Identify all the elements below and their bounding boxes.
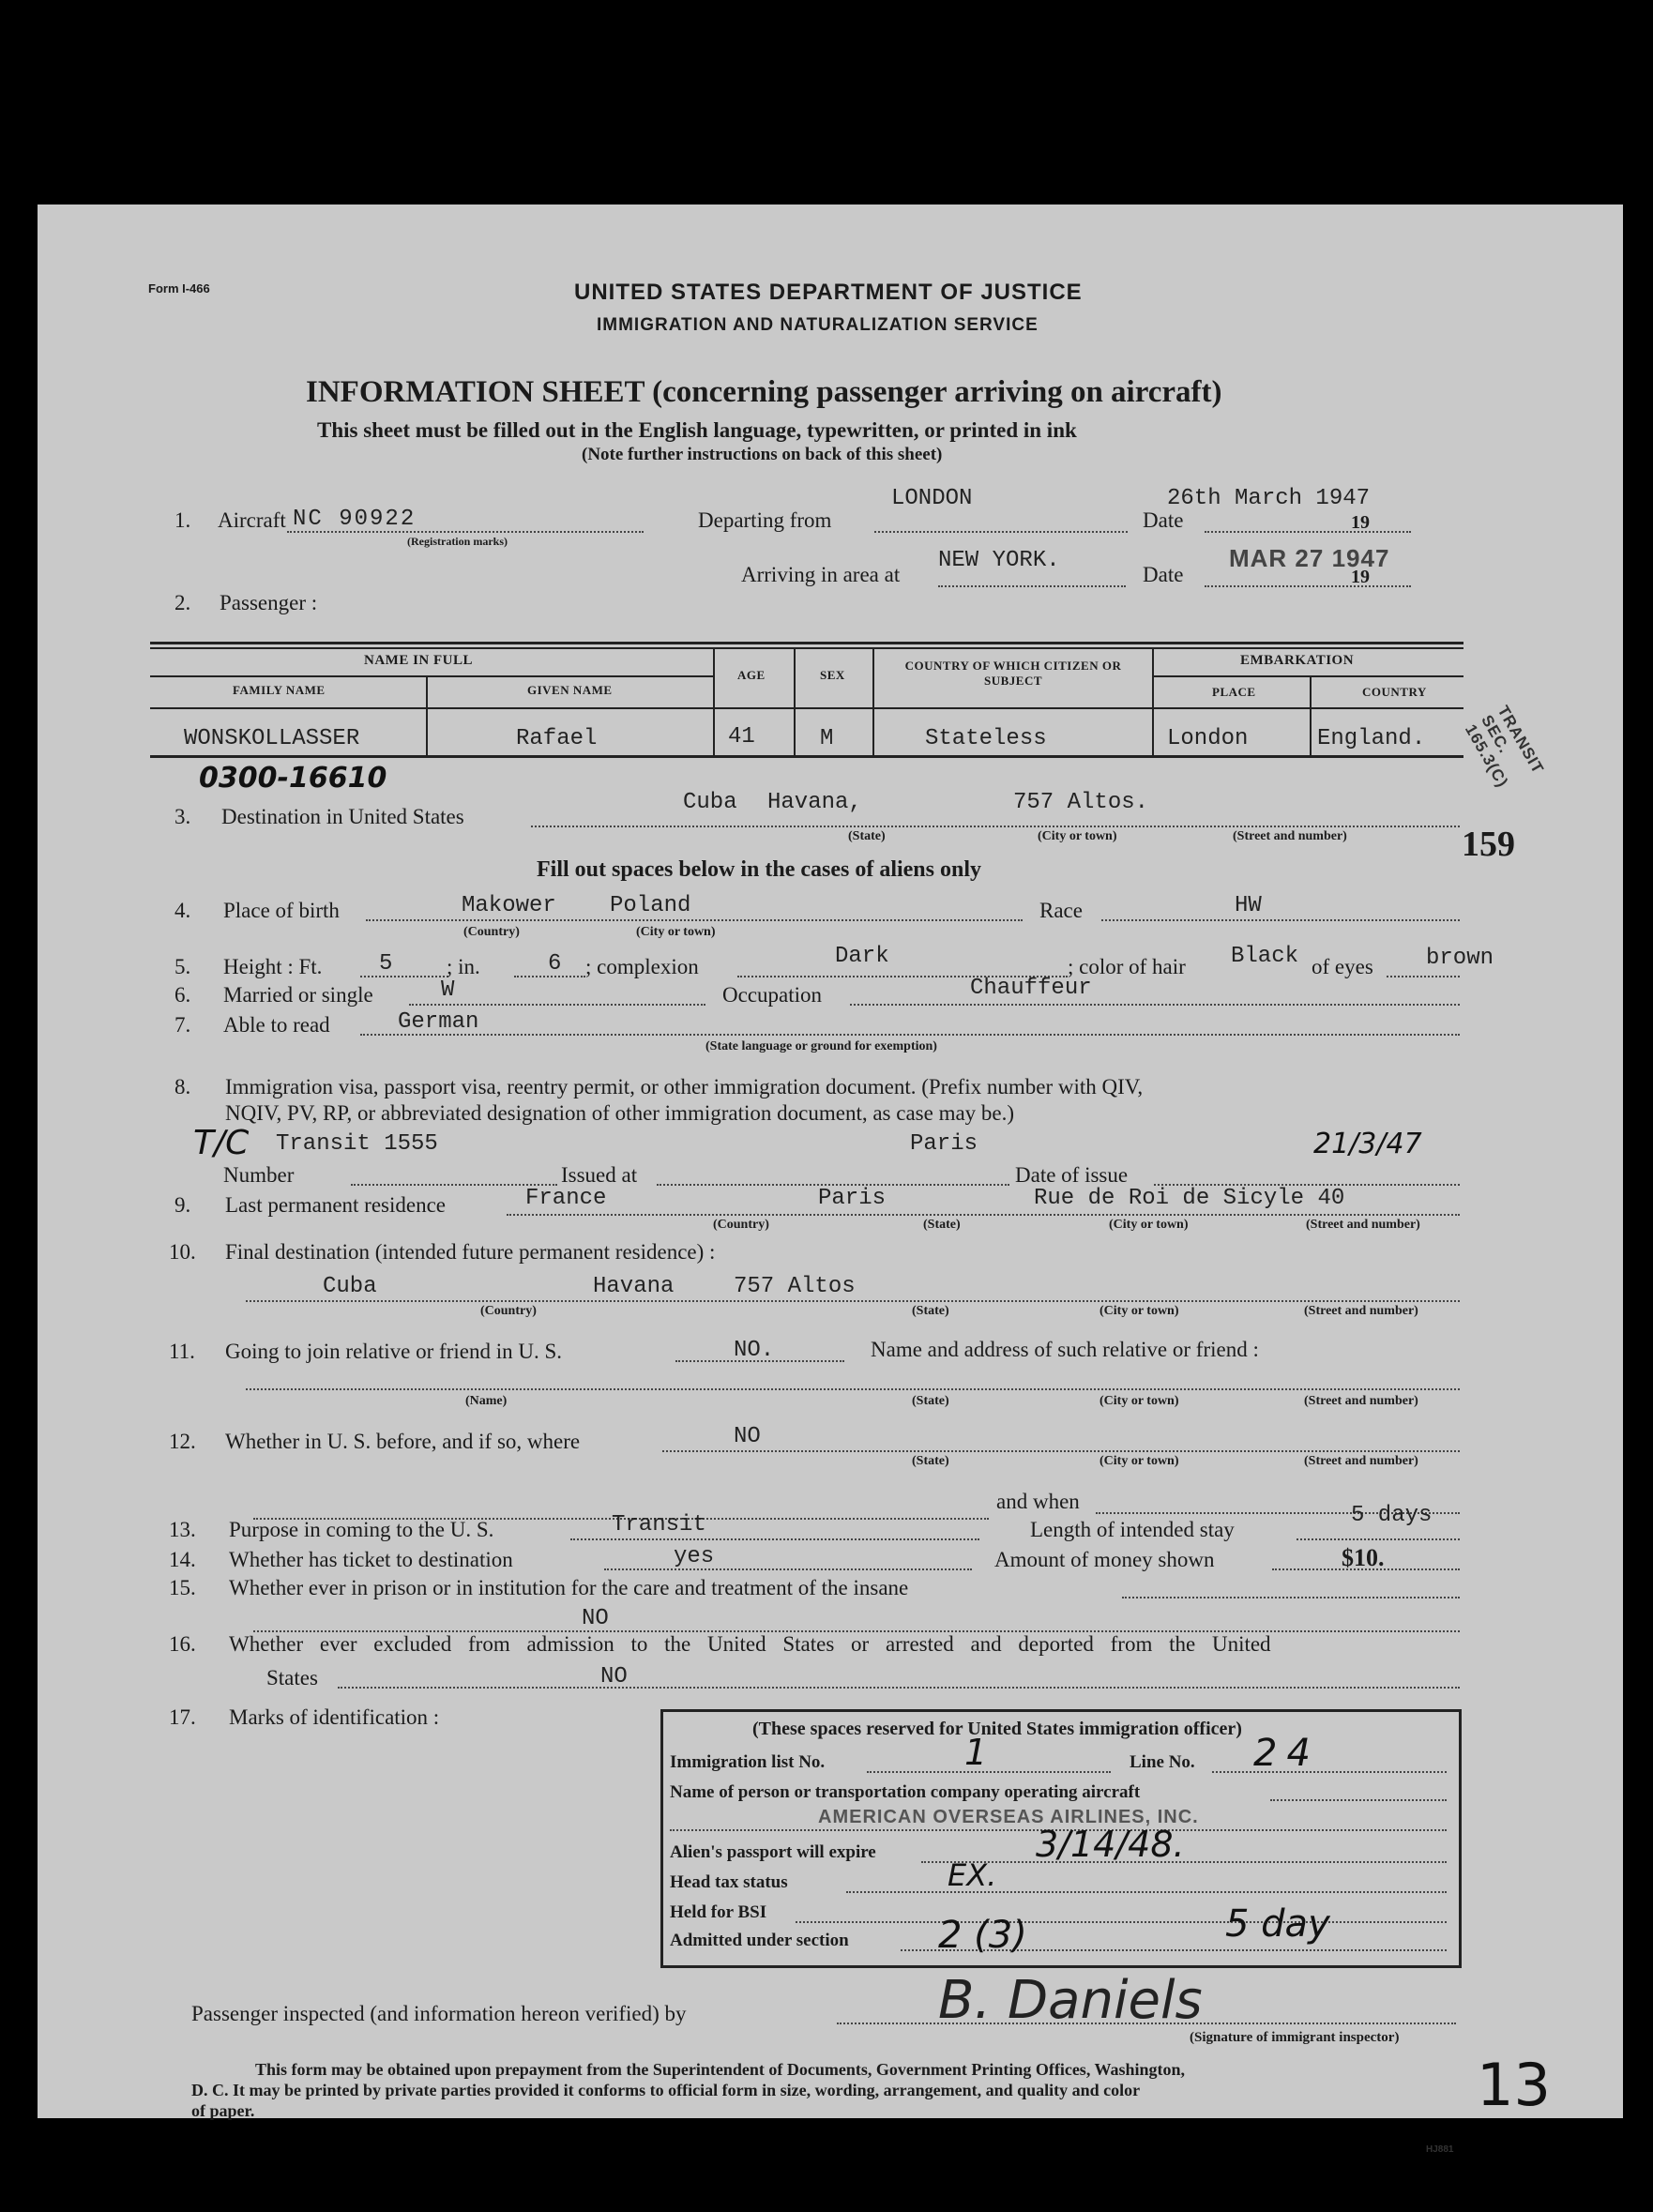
signature-caption: (Signature of immigrant inspector) bbox=[1190, 2030, 1400, 2045]
item-6-number: 6. bbox=[174, 983, 191, 1007]
birthplace-city: Poland bbox=[610, 893, 691, 918]
document-number-label: Number bbox=[223, 1163, 295, 1187]
race-value: HW bbox=[1235, 893, 1262, 918]
item-11-number: 11. bbox=[169, 1340, 195, 1363]
last-residence-state: Paris bbox=[818, 1186, 887, 1211]
head-tax-label: Head tax status bbox=[670, 1872, 788, 1892]
arrival-date-year-suffix: 19 bbox=[1351, 567, 1370, 587]
date-label: Date bbox=[1143, 508, 1184, 532]
birthplace-label: Place of birth bbox=[223, 899, 340, 922]
arriving-label: Arriving in area at bbox=[741, 563, 901, 586]
caption-visit-street: (Street and number) bbox=[1304, 1454, 1418, 1468]
caption-visit-city: (City or town) bbox=[1099, 1454, 1179, 1468]
held-for-bsi-label: Held for BSI bbox=[670, 1902, 767, 1922]
caption-final-country: (Country) bbox=[480, 1304, 537, 1318]
length-of-stay-label: Length of intended stay bbox=[1030, 1518, 1235, 1541]
footer-code: HJ881 bbox=[1426, 2144, 1454, 2155]
document-issue-date-value: 21/3/47 bbox=[1313, 1128, 1422, 1160]
header-given-name: GIVEN NAME bbox=[527, 683, 613, 697]
purpose-label: Purpose in coming to the U. S. bbox=[229, 1518, 494, 1541]
final-destination-label: Final destination (intended future permanent residence) : bbox=[225, 1240, 716, 1264]
race-label: Race bbox=[1039, 899, 1083, 922]
document-text-line2: NQIV, PV, RP, or abbreviated designation of other immigration document, as case may be.) bbox=[225, 1101, 1015, 1125]
excluded-label-line1: Whether ever excluded from admission to the United States or arrested and deported from the United bbox=[229, 1632, 1271, 1656]
item-13-number: 13. bbox=[169, 1518, 196, 1541]
header-emb-country: COUNTRY bbox=[1362, 685, 1427, 699]
page-title: INFORMATION SHEET (concerning passenger arriving on aircraft) bbox=[306, 375, 1222, 409]
item-9-number: 9. bbox=[174, 1193, 191, 1217]
aircraft-value: NC 90922 bbox=[293, 507, 417, 532]
caption-city: (City or town) bbox=[1038, 829, 1117, 843]
join-relative-value: NO. bbox=[734, 1338, 775, 1363]
height-inches-label: ; in. bbox=[447, 955, 480, 978]
excluded-label-line2: States bbox=[266, 1666, 318, 1689]
departing-label: Departing from bbox=[698, 508, 832, 532]
caption-relative-street: (Street and number) bbox=[1304, 1394, 1418, 1408]
occupation-label: Occupation bbox=[722, 983, 823, 1007]
page-subtitle: This sheet must be filled out in the English language, typewritten, or printed in ink bbox=[317, 418, 1077, 442]
aircraft-label: Aircraft bbox=[218, 508, 286, 532]
department-title: UNITED STATES DEPARTMENT OF JUSTICE bbox=[574, 280, 1083, 305]
caption-final-city: (City or town) bbox=[1099, 1304, 1179, 1318]
arrival-date-label: Date bbox=[1143, 563, 1184, 586]
passenger-given-name: Rafael bbox=[516, 726, 598, 751]
destination-state: Cuba bbox=[683, 790, 737, 815]
header-place: PLACE bbox=[1212, 685, 1256, 699]
header-family-name: FAMILY NAME bbox=[233, 683, 326, 697]
document-issued-at-value: Paris bbox=[910, 1131, 978, 1157]
final-destination-country: Cuba bbox=[323, 1274, 377, 1299]
destination-label: Destination in United States bbox=[221, 805, 464, 828]
hair-color-value: Black bbox=[1231, 944, 1299, 969]
birthplace-country: Makower bbox=[462, 893, 556, 918]
embarkation-place: London bbox=[1167, 726, 1249, 751]
inspection-label: Passenger inspected (and information hereon verified) by bbox=[191, 2002, 687, 2025]
departure-date-value: 26th March 1947 bbox=[1167, 486, 1371, 511]
header-age: AGE bbox=[737, 668, 766, 682]
service-title: IMMIGRATION AND NATURALIZATION SERVICE bbox=[597, 315, 1039, 335]
passport-expiry-label: Alien's passport will expire bbox=[670, 1842, 876, 1862]
passenger-family-name: WONSKOLLASSER bbox=[184, 726, 360, 751]
passenger-citizenship: Stateless bbox=[925, 726, 1047, 751]
handwritten-file-number: 0300-16610 bbox=[199, 762, 387, 795]
document-text-line1: Immigration visa, passport visa, reentry permit, or other immigration document. (Prefix number with QIV, bbox=[225, 1075, 1144, 1098]
departing-value: LONDON bbox=[891, 486, 973, 511]
height-feet-value: 5 bbox=[379, 951, 393, 977]
occupation-value: Chauffeur bbox=[970, 976, 1092, 1001]
marital-status-label: Married or single bbox=[223, 983, 373, 1007]
page-mark: 13 bbox=[1477, 2051, 1551, 2119]
operator-stamp-value: AMERICAN OVERSEAS AIRLINES, INC. bbox=[818, 1807, 1199, 1827]
arriving-value: NEW YORK. bbox=[938, 548, 1060, 573]
complexion-value: Dark bbox=[835, 944, 889, 969]
prison-label: Whether ever in prison or in institution for the care and treatment of the insane bbox=[229, 1576, 909, 1599]
form-number: Form I-466 bbox=[148, 281, 210, 295]
document-issued-label: Issued at bbox=[561, 1163, 638, 1187]
item-4-number: 4. bbox=[174, 899, 191, 922]
item-2-number: 2. bbox=[174, 591, 191, 614]
marital-status-value: W bbox=[441, 977, 455, 1003]
caption-residence-state: (State) bbox=[923, 1218, 961, 1232]
item-8-number: 8. bbox=[174, 1075, 191, 1098]
money-value: $10. bbox=[1342, 1544, 1385, 1571]
item-15-number: 15. bbox=[169, 1576, 196, 1599]
admitted-section-value: 2 (3) bbox=[938, 1914, 1027, 1957]
passenger-label: Passenger : bbox=[220, 591, 318, 614]
caption-state: (State) bbox=[848, 829, 886, 843]
excluded-value: NO bbox=[600, 1664, 628, 1689]
officer-box-heading: (These spaces reserved for United States immigration officer) bbox=[752, 1719, 1242, 1739]
caption-final-state: (State) bbox=[912, 1304, 949, 1318]
embarkation-country: England. bbox=[1317, 726, 1426, 751]
caption-birth-country: (Country) bbox=[463, 925, 520, 939]
item-3-number: 3. bbox=[174, 805, 191, 828]
caption-birth-city: (City or town) bbox=[636, 925, 716, 939]
destination-street: 757 Altos. bbox=[1013, 790, 1149, 815]
final-destination-street: 757 Altos bbox=[734, 1274, 856, 1299]
destination-city: Havana, bbox=[767, 790, 862, 815]
prison-value: NO bbox=[582, 1606, 609, 1631]
ticket-label: Whether has ticket to destination bbox=[229, 1548, 513, 1571]
date-year-suffix: 19 bbox=[1351, 512, 1370, 533]
purpose-value: Transit bbox=[612, 1512, 706, 1538]
read-label: Able to read bbox=[223, 1013, 330, 1037]
handwritten-tc: T/C bbox=[193, 1124, 250, 1162]
item-5-number: 5. bbox=[174, 955, 191, 978]
when-label: and when bbox=[996, 1490, 1080, 1513]
caption-relative-city: (City or town) bbox=[1099, 1394, 1179, 1408]
money-label: Amount of money shown bbox=[994, 1548, 1215, 1571]
relative-name-label: Name and address of such relative or friend : bbox=[871, 1338, 1259, 1361]
table-top-rule bbox=[150, 642, 1463, 644]
line-number-label: Line No. bbox=[1130, 1752, 1195, 1772]
item-17-number: 17. bbox=[169, 1705, 196, 1729]
line-number-value: 24 bbox=[1253, 1732, 1320, 1775]
head-tax-value: EX. bbox=[948, 1857, 997, 1893]
transit-stamp: TRANSIT SEC. 165.3(C) bbox=[1461, 703, 1548, 791]
admitted-section-label: Admitted under section bbox=[670, 1931, 849, 1950]
aliens-only-heading: Fill out spaces below in the cases of aliens only bbox=[537, 857, 982, 882]
ticket-value: yes bbox=[674, 1544, 715, 1569]
registration-caption: (Registration marks) bbox=[407, 535, 508, 548]
item-7-number: 7. bbox=[174, 1013, 191, 1037]
hair-color-label: ; color of hair bbox=[1068, 955, 1186, 978]
item-1-number: 1. bbox=[174, 508, 191, 532]
last-residence-country: France bbox=[525, 1186, 607, 1211]
immigration-list-label: Immigration list No. bbox=[670, 1752, 826, 1772]
complexion-label: ; complexion bbox=[585, 955, 699, 978]
operator-label: Name of person or transportation company operating aircraft bbox=[670, 1782, 1141, 1802]
caption-relative-name: (Name) bbox=[465, 1394, 508, 1408]
previous-visit-label: Whether in U. S. before, and if so, where bbox=[225, 1430, 581, 1453]
eye-color-value: brown bbox=[1426, 946, 1494, 971]
header-name-in-full: NAME IN FULL bbox=[364, 653, 474, 668]
passenger-age: 41 bbox=[728, 724, 755, 750]
footer-line2: D. C. It may be printed by private parties provided it conforms to official form in size, wording, arrangement, and quality and color bbox=[191, 2081, 1141, 2099]
document-number-value: Transit 1555 bbox=[276, 1131, 438, 1157]
previous-visit-value: NO bbox=[734, 1424, 761, 1449]
item-14-number: 14. bbox=[169, 1548, 196, 1571]
passport-expiry-value: 3/14/48. bbox=[1036, 1824, 1185, 1865]
join-relative-label: Going to join relative or friend in U. S. bbox=[225, 1340, 562, 1363]
caption-visit-state: (State) bbox=[912, 1454, 949, 1468]
instructions-note: (Note further instructions on back of this sheet) bbox=[582, 445, 943, 464]
arrival-date-stamp: MAR 27 1947 bbox=[1229, 544, 1390, 572]
caption-relative-state: (State) bbox=[912, 1394, 949, 1408]
footer-line3: of paper. bbox=[191, 2101, 255, 2120]
caption-street: (Street and number) bbox=[1233, 829, 1347, 843]
item-10-number: 10. bbox=[169, 1240, 196, 1264]
caption-final-street: (Street and number) bbox=[1304, 1304, 1418, 1318]
header-sex: SEX bbox=[820, 668, 845, 682]
admitted-days-note: 5 day bbox=[1225, 1902, 1330, 1946]
caption-residence-country: (Country) bbox=[713, 1218, 769, 1232]
header-embarkation: EMBARKATION bbox=[1240, 653, 1355, 668]
read-caption: (State language or ground for exemption) bbox=[705, 1039, 937, 1053]
identification-marks-label: Marks of identification : bbox=[229, 1705, 440, 1729]
item-12-number: 12. bbox=[169, 1430, 196, 1453]
eye-color-label: of eyes bbox=[1312, 955, 1373, 978]
immigration-list-value: 1 bbox=[964, 1732, 988, 1773]
caption-residence-street: (Street and number) bbox=[1306, 1218, 1420, 1232]
side-number: 159 bbox=[1462, 825, 1515, 864]
caption-residence-city: (City or town) bbox=[1109, 1218, 1189, 1232]
length-of-stay-value: 5 days bbox=[1351, 1503, 1433, 1528]
last-residence-street: Rue de Roi de Sicyle 40 bbox=[1034, 1186, 1345, 1211]
inspector-signature: B. Daniels bbox=[938, 1970, 1203, 2031]
footer-line1: This form may be obtained upon prepayment from the Superintendent of Documents, Government Printing Offices, Washington, bbox=[255, 2060, 1186, 2079]
height-feet-label: Height : Ft. bbox=[223, 955, 323, 978]
read-language-value: German bbox=[398, 1009, 479, 1035]
header-citizenship-country: COUNTRY OF WHICH CITIZEN OR SUBJECT bbox=[904, 659, 1122, 688]
item-16-number: 16. bbox=[169, 1632, 196, 1656]
final-destination-state: Havana bbox=[593, 1274, 675, 1299]
height-inches-value: 6 bbox=[548, 951, 562, 977]
passenger-sex: M bbox=[820, 726, 834, 751]
document-date-label: Date of issue bbox=[1015, 1163, 1129, 1187]
last-residence-label: Last permanent residence bbox=[225, 1193, 446, 1217]
